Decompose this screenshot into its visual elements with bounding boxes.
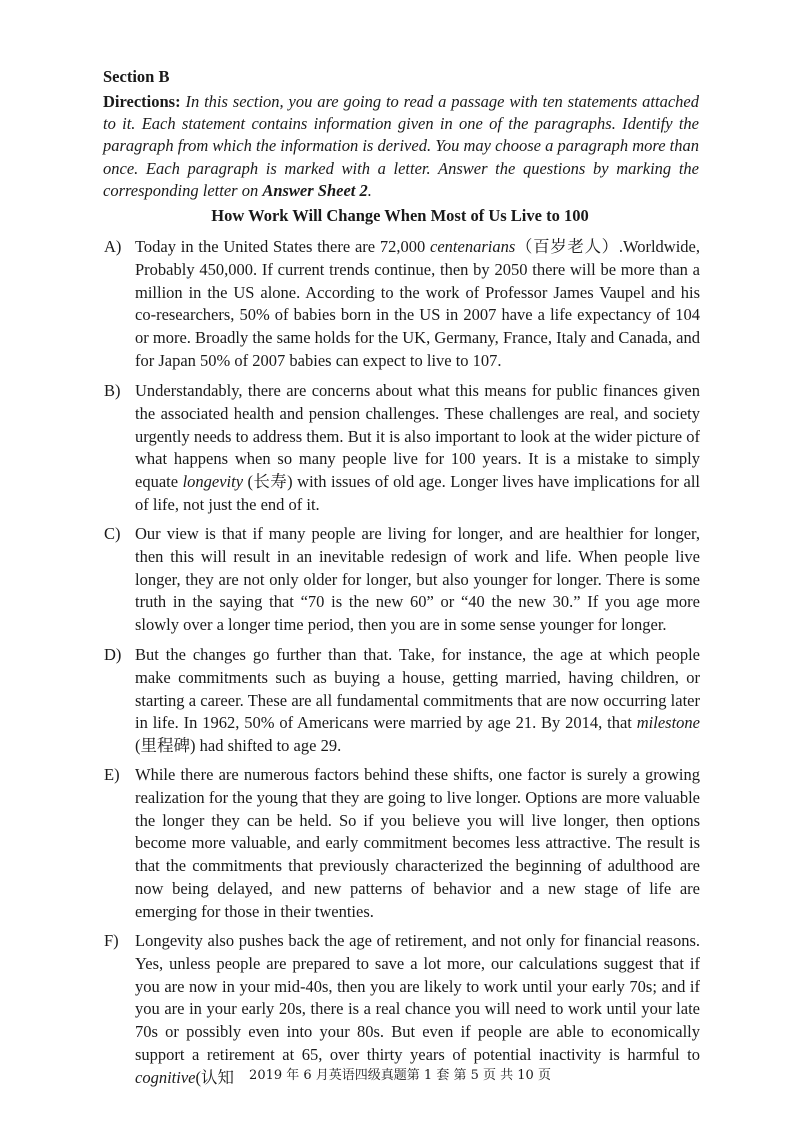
paragraph-text xyxy=(135,380,700,517)
paragraph-text-rest: (长寿) with issues of old age. Longer lives have implications for all of life, not just the end of it. xyxy=(135,472,700,514)
paragraph-text-start: While there are numerous factors behind these shifts, one factor is surely a growing realization for the young that they are going to live longer. Options are more valuable the longer they can be held. So if you believe you will live longer, then options become more valuable, and early commitment becomes less attractive. The result is that the commitments that previously characterized the beginning of adulthood are now being delayed, and new patterns of behavior and a new stage of life are emerging for those in their twenties. xyxy=(135,765,700,921)
paragraph-letter: C) xyxy=(104,524,121,543)
passage-title: How Work Will Change When Most of Us Live to 100 xyxy=(211,206,589,225)
paragraph-text-start: But the changes go further than that. Take, for instance, the age at which people make commitments such as buying a house, getting married, having children, or starting a career. These are all fundamental commitments that are now occurring later in life. In 1962, 50% of Americans were married by age 21. By 2014, that xyxy=(135,645,700,733)
directions-end: . xyxy=(367,180,372,200)
paragraph-text xyxy=(135,644,700,758)
directions-text: In this section, you are going to read a passage with ten statements attached to it. Each statement contains information given in one of the paragraphs. Identify the paragraph from which the information is derived. You may choose a paragraph more than once. Each paragraph is marked with a letter. Answer the questions by marking the corresponding letter on xyxy=(103,92,699,200)
paragraph-letter: D) xyxy=(104,645,122,664)
directions-label: Directions: xyxy=(103,92,181,111)
paragraph-letter: E) xyxy=(104,765,120,784)
directions-block xyxy=(103,91,699,202)
paragraph-text-start: Understandably, there are concerns about what this means for public finances given the associated health and pension challenges. These challenges are real, and society urgently needs to address them. But it is also important to look at the wider picture of what happens when so many people live for 100 years. It is a mistake to simply equate xyxy=(135,381,700,492)
answer-sheet-label: Answer Sheet 2 xyxy=(262,180,368,200)
paragraph-text xyxy=(135,930,700,1090)
glossed-term: centenarians xyxy=(430,237,516,256)
paragraph-letter: B) xyxy=(104,381,121,400)
glossed-term: milestone xyxy=(636,713,700,733)
glossed-term: longevity xyxy=(182,472,244,492)
paragraph-text-rest: (认知 xyxy=(195,1067,234,1087)
section-title: Section B xyxy=(103,67,170,86)
glossed-term: cognitive xyxy=(135,1067,196,1087)
paragraph-text xyxy=(135,523,700,637)
paragraph-text-start: Longevity also pushes back the age of retirement, and not only for financial reasons. Yes, unless people are prepared to save a lot more, our calculations suggest that if you are now in your mid-40s, then you are likely to work until your early 70s; and if you are in your early 20s, there is a real chance you will need to work until your late 70s or possibly even into your 80s. But even if people are able to economically support a retirement at 65, over thirty years of potential inactivity is harmful to xyxy=(135,931,700,1064)
paragraph-text-rest: (里程碑) had shifted to age 29. xyxy=(135,736,342,756)
paragraph-letter: F) xyxy=(104,931,119,950)
paragraph-text-rest: （百岁老人）.Worldwide, Probably 450,000. If current trends continue, then by 2050 there will be more than a million in the US alone. According to the work of Professor James Vaupel and his co-researchers, 50% of babies born in the US in 2007 have a life expectancy of 104 or more. Broadly the same holds for the UK, Germany, France, Italy and Canada, and for Japan 50% of 2007 babies can expect to live to 107. xyxy=(135,237,700,370)
paragraph-text-start: Our view is that if many people are living for longer, and are healthier for longer, then this will result in an inevitable redesign of work and life. When people live longer, they are not only older for longer, but also younger for longer. There is some truth in the saying that “70 is the new 60” or “40 the new 30.” If you age more slowly over a longer time period, then you are in some sense younger for longer. xyxy=(135,524,700,635)
paragraph-letter: A) xyxy=(104,237,122,256)
paragraph-text xyxy=(135,236,700,373)
page-footer: 2019 年 6 月英语四级真题第 1 套 第 5 页 共 10 页 xyxy=(249,1068,551,1083)
paragraph-text-start: Today in the United States there are 72,000 xyxy=(135,237,431,256)
paragraph-text xyxy=(135,764,700,924)
